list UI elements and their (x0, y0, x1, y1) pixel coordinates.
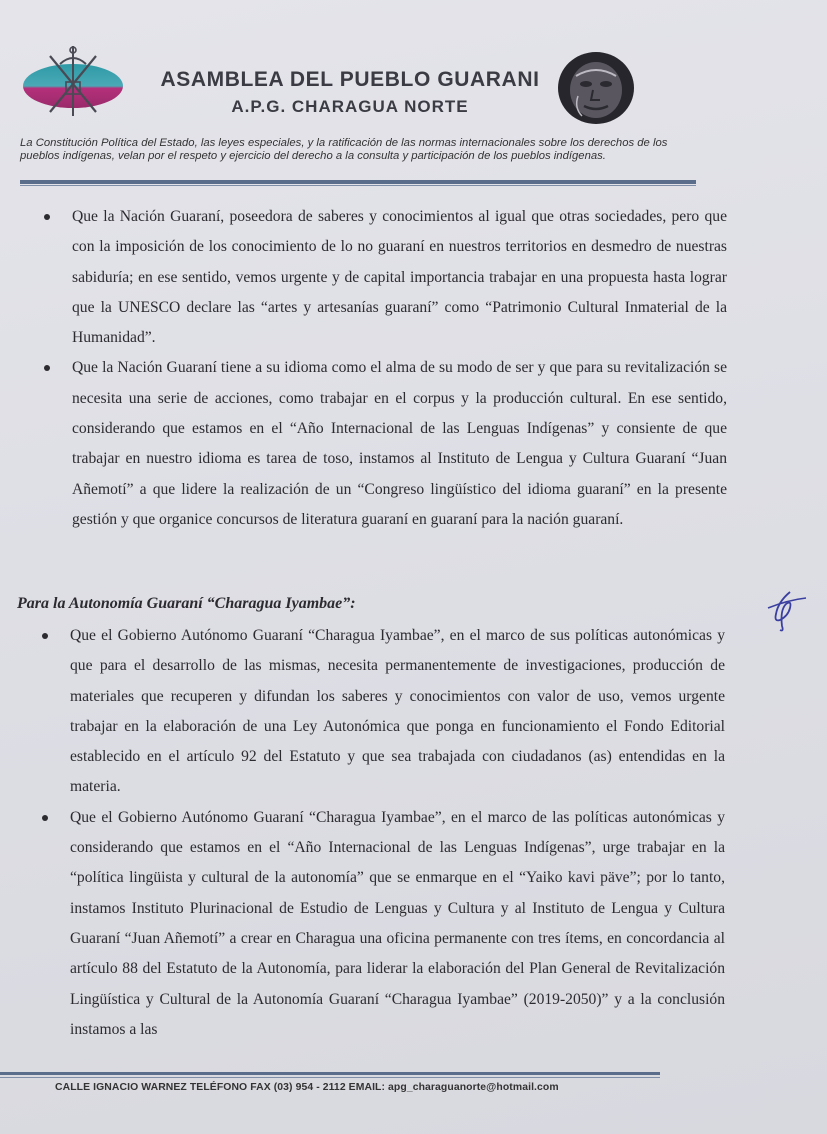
bullet-list-2 (0, 621, 725, 1045)
footer-contact: CALLE IGNACIO WARNEZ TELÉFONO FAX (03) 954 - 2112 EMAIL: apg_charaguanorte@hotmail.com (55, 1082, 559, 1093)
bullet-icon (44, 365, 50, 371)
organization-title: ASAMBLEA DEL PUEBLO GUARANI (160, 68, 540, 91)
apg-emblem-logo (22, 42, 124, 120)
elder-portrait-logo (556, 50, 636, 126)
list-item (0, 803, 725, 1045)
list-item (0, 353, 727, 535)
legal-intro-text: La Constitución Política del Estado, las leyes especiales, y la ratificación de las normas internacionales sobre los derechos de los pueblos indígenas, velan por el respeto y ejercicio del derecho a la consulta y participación de los pueblos indígenas. (20, 137, 668, 162)
header-rule-thin (20, 185, 696, 186)
list-item-text: Que la Nación Guaraní tiene a su idioma como el alma de su modo de ser y que para su revitalización se necesita una serie de acciones, como trabajar en el corpus y la producción cultural. En ese sentido, considerando que estamos en el “Año Internacional de las Lenguas Indígenas” y consiente de que trabajar en nuestro idioma es tarea de toso, instamos al Instituto de Lengua y Cultura Guaraní “Juan Añemotí” a que lidere la realización de un “Congreso lingüístico del idioma guaraní” en la presente gestión y que organice concursos de literatura guaraní en guaraní para la nación guaraní. (72, 359, 727, 528)
list-item (0, 202, 727, 353)
section-heading: Para la Autonomía Guaraní “Charagua Iyambae”: (17, 595, 356, 612)
organization-subtitle: A.P.G. CHARAGUA NORTE (231, 97, 469, 116)
list-item-text: Que el Gobierno Autónomo Guaraní “Charagua Iyambae”, en el marco de las políticas autonómicas y considerando que estamos en el “Año Internacional de las Lenguas Indígenas”, urge trabajar en la “política lingüista y cultural de la autonomía” que se enmarque en el “Yaiko kavi päve”; por lo tanto, instamos Instituto Plurinacional de Estudio de Lenguas y Cultura y al Instituto de Lengua y Cultura Guaraní “Juan Añemotí” a crear en Charagua una oficina permanente con tres ítems, en concordancia al artículo 88 del Estatuto de la Autonomía, para liderar la elaboración del Plan General de Revitalización Lingüística y Cultural de la Autonomía Guaraní “Charagua Iyambae” (2019-2050)” y a la conclusión instamos a las (70, 808, 725, 1038)
list-item-text: Que el Gobierno Autónomo Guaraní “Charagua Iyambae”, en el marco de sus políticas autonómicas y que para el desarrollo de las mismas, necesita permanentemente de investigaciones, producción de materiales que recuperen y difundan los saberes y conocimientos con valor de uso, vemos urgente trabajar en la elaboración de una Ley Autonómica que ponga en funcionamiento el Fondo Editorial establecido en el artículo 92 del Estatuto y que sea trabajada con ciudadanos (as) entendidas en la materia. (70, 627, 725, 796)
bullet-icon (42, 633, 48, 639)
footer-rule (0, 1072, 660, 1075)
list-item-text: Que la Nación Guaraní, poseedora de saberes y conocimientos al igual que otras sociedades, pero que con la imposición de los conocimiento de lo no guaraní en nuestros territorios en desmedro de nuestras sabiduría; en ese sentido, vemos urgente y de capital importancia trabajar en una propuesta hasta lograr que la UNESCO declare las “artes y artesanías guaraní” como “Patrimonio Cultural Inmaterial de la Humanidad”. (72, 208, 727, 347)
header-rule (20, 180, 696, 184)
footer-rule-thin (0, 1077, 660, 1078)
list-item (0, 621, 725, 803)
bullet-list-1 (0, 202, 727, 535)
bullet-icon (44, 214, 50, 220)
handwritten-initial-signature (760, 586, 810, 634)
bullet-icon (42, 815, 48, 821)
